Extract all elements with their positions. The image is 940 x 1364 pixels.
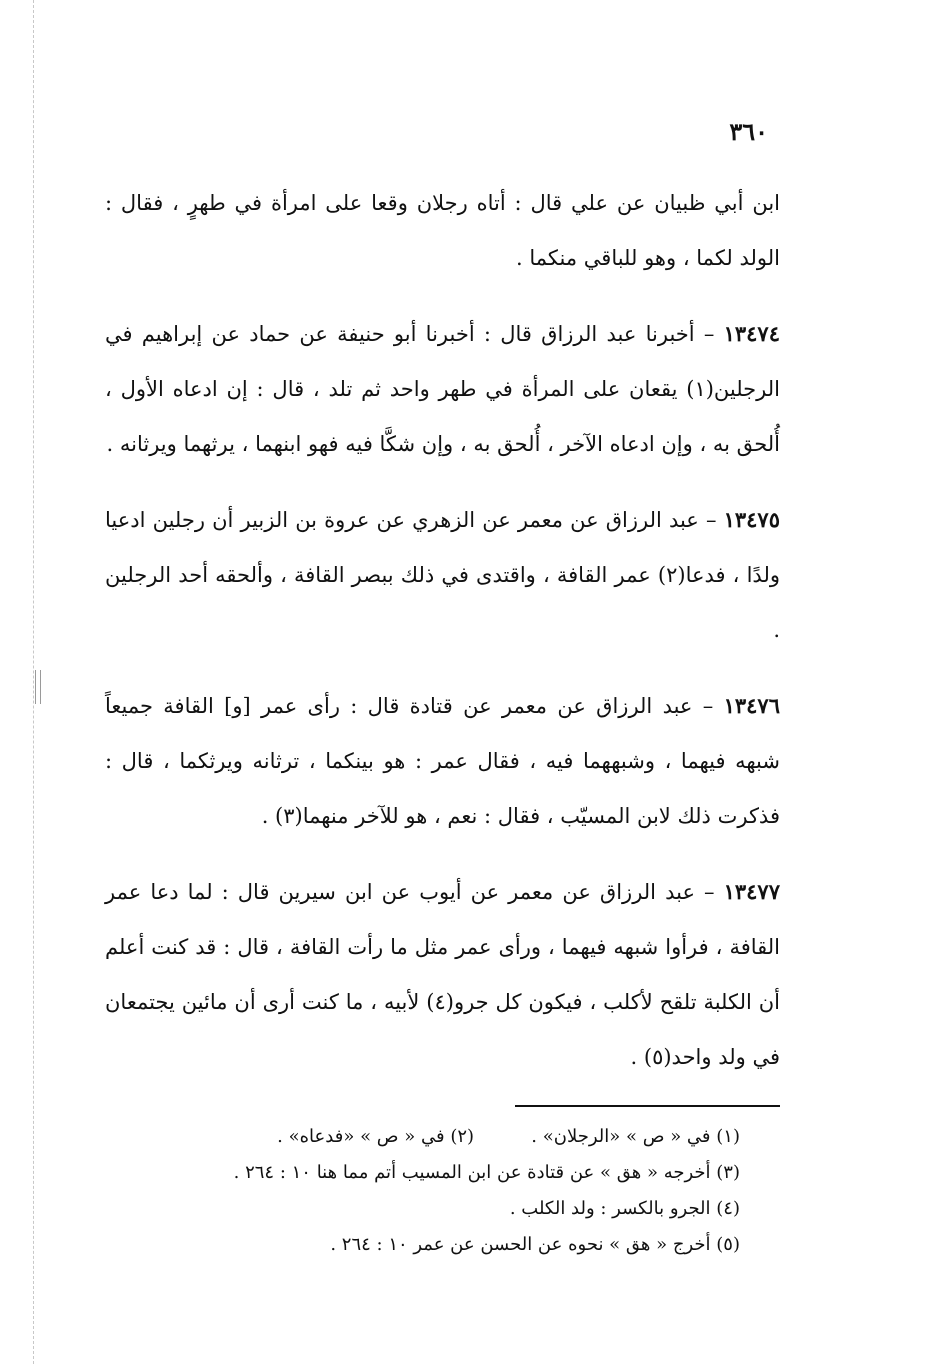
footnotes xyxy=(105,1119,780,1263)
paragraph-text: – عبد الرزاق عن معمر عن الزهري عن عروة بن الزبير أن رجلين ادعيا ولدًا ، فدعا(٢) عمر القافة ، واقتدى في ذلك ببصر القافة ، وألحقه أحد الرجلين . xyxy=(105,508,780,642)
hadith-number: ١٣٤٧٥ xyxy=(723,507,780,532)
hadith-13474 xyxy=(105,306,780,472)
binding-mark xyxy=(35,670,41,704)
footnote-4: (٤) الجرو بالكسر : ولد الكلب . xyxy=(509,1198,740,1219)
hadith-number: ١٣٤٧٤ xyxy=(723,321,780,346)
hadith-13476 xyxy=(105,678,780,844)
footnote-5: (٥) أخرج « هق » نحوه عن الحسن عن عمر ١٠ : ٢٦٤ . xyxy=(330,1234,740,1255)
hadith-13477 xyxy=(105,864,780,1085)
paragraph-text: ابن أبي ظبيان عن علي قال : أتاه رجلان وقعا على امرأة في طهرٍ ، فقال : الولد لكما ، وهو للباقي منكما . xyxy=(105,191,780,270)
paragraph-text: – أخبرنا عبد الرزاق قال : أخبرنا أبو حنيفة عن حماد عن إبراهيم في الرجلين(١) يقعان على المرأة في طهر واحد ثم تلد ، قال : إن ادعاه الأول ، أُلحق به ، وإن ادعاه الآخر ، أُلحق به ، وإن شكَّا فيه فهو ابنهما ، يرثهما ويرثانه . xyxy=(105,322,780,456)
hadith-number: ١٣٤٧٦ xyxy=(723,693,780,718)
paragraph-text: – عبد الرزاق عن معمر عن قتادة قال : رأى عمر [و] القافة جميعاً شبهه فيهما ، وشبههما فيه ، فقال عمر : هو بينكما ، ترثانه ويرثكما ، قال : فذكرت ذلك لابن المسيّب ، فقال : نعم ، هو للآخر منهما(٣) . xyxy=(105,694,780,828)
footnote-1-2: (١) في « ص » «الرجلان» . (٢) في « ص » «فدعاه» . xyxy=(277,1126,740,1147)
page-edge xyxy=(33,0,34,1364)
footnote-divider xyxy=(515,1105,780,1107)
page-number: ٣٦٠ xyxy=(729,117,768,146)
hadith-number: ١٣٤٧٧ xyxy=(723,879,780,904)
hadith-13475 xyxy=(105,492,780,658)
page xyxy=(105,110,780,1263)
footnote-3: (٣) أخرجه « هق » عن قتادة عن ابن المسيب أتم مما هنا ١٠ : ٢٦٤ . xyxy=(233,1162,740,1183)
paragraph-text: – عبد الرزاق عن معمر عن أيوب عن ابن سيرين قال : لما دعا عمر القافة ، فرأوا شبهه فيهما ، ورأى عمر مثل ما رأت القافة ، قال : قد كنت أعلم أن الكلبة تلقح لأكلب ، فيكون كل جرو(٤) لأبيه ، ما كنت أرى أن مائين يجتمعان في ولد واحد(٥) . xyxy=(105,880,780,1069)
paragraph-continuation xyxy=(105,176,780,286)
